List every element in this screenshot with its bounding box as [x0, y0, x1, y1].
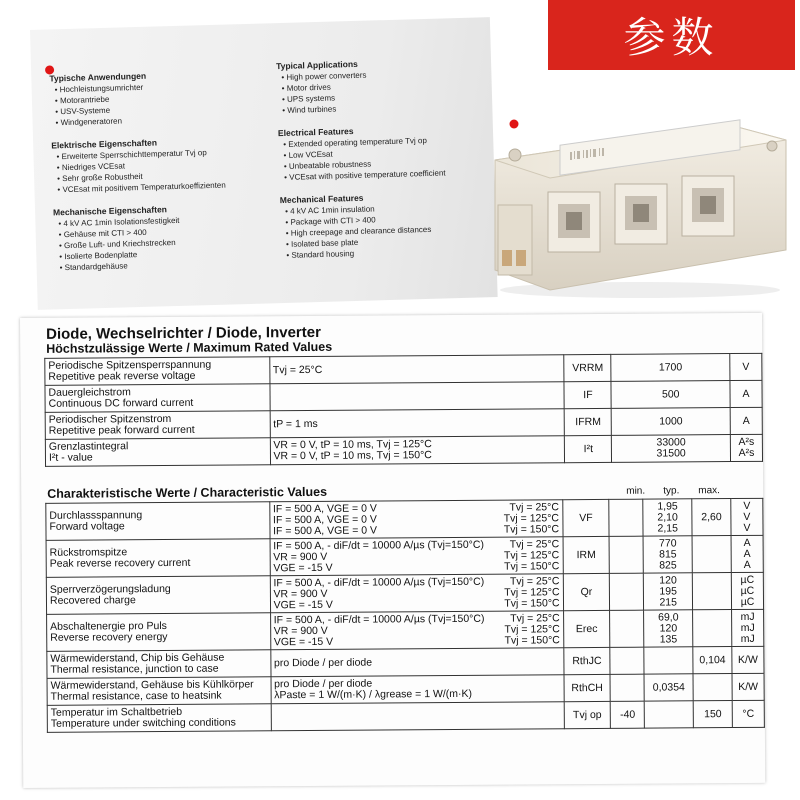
- max-rated-table: [44, 353, 763, 467]
- unit-line: K/W: [737, 653, 758, 666]
- value-max: [693, 647, 732, 674]
- feature-heading: Typical Applications: [275, 58, 358, 72]
- feature-item: • Sehr große Robustheit: [57, 171, 143, 184]
- char-table-row: [47, 700, 764, 732]
- symbol: Tvj op: [564, 701, 611, 728]
- param-name-en: Temperature under switching conditions: [50, 716, 236, 730]
- feature-item: • USV-Systeme: [55, 105, 111, 117]
- feature-heading: Elektrische Eigenschaften: [51, 137, 158, 151]
- unit-line: V: [743, 499, 751, 512]
- feature-item: • Isolated base plate: [285, 237, 359, 249]
- conditions: [269, 382, 564, 411]
- value-line: 135: [659, 632, 678, 646]
- condition-temp: Tvj = 150°C: [503, 522, 560, 536]
- condition-temp: Tvj = 125°C: [504, 585, 560, 599]
- param-name-en: Recovered charge: [49, 594, 136, 607]
- datasheet-panel: [20, 313, 765, 788]
- unit-line: A: [743, 536, 751, 549]
- header-typ: typ.: [663, 485, 680, 497]
- condition-line: [274, 656, 560, 669]
- value-line: 69,0: [658, 610, 679, 624]
- conditions: [270, 537, 563, 576]
- unit-line: A: [743, 558, 751, 571]
- param-name-en: I²t - value: [48, 451, 93, 464]
- param-name: [46, 502, 270, 541]
- value-line: 2,10: [657, 510, 678, 524]
- value-line: 33000: [656, 436, 686, 449]
- value-line: 195: [659, 584, 677, 598]
- unit: [730, 380, 762, 407]
- param-name: [45, 357, 270, 386]
- param-name: [45, 411, 270, 440]
- feature-item: • Motorantriebe: [54, 94, 110, 106]
- conditions: [271, 675, 564, 704]
- param-name-en: Reverse recovery energy: [50, 630, 168, 644]
- value-max: [693, 610, 732, 647]
- feature-item: • Windgeneratoren: [55, 116, 123, 128]
- value: [612, 435, 731, 463]
- feature-item: • Erweiterte Sperrschichttemperatur Tvj op: [56, 148, 207, 162]
- condition-line: Tvj = 25°C: [272, 363, 323, 376]
- condition-text: VGE = -15 V: [273, 635, 334, 648]
- unit-line: A: [743, 547, 751, 560]
- param-name-de: Dauergleichstrom: [48, 386, 131, 399]
- unit-line: V: [743, 510, 751, 523]
- condition-text: λPaste = 1 W/(m·K) / λgrease = 1 W/(m·K): [274, 687, 473, 702]
- condition-temp: Tvj = 125°C: [504, 622, 560, 636]
- condition-text: VGE = -15 V: [273, 561, 333, 574]
- value-min: [609, 536, 643, 573]
- condition-temp: Tvj = 25°C: [509, 500, 559, 514]
- conditions: [270, 409, 565, 438]
- condition-text: IF = 500 A, - diF/dt = 10000 A/µs (Tvj=150°C): [273, 575, 485, 589]
- conditions: [270, 648, 563, 677]
- value-typ: [644, 701, 693, 728]
- symbol: IF: [564, 381, 611, 408]
- param-name-en: Repetitive peak forward current: [48, 423, 195, 437]
- symbol: IRM: [563, 536, 610, 573]
- param-name-de: Wärmewiderstand, Gehäuse bis Kühlkörper: [50, 678, 254, 692]
- param-name-de: Rückstromspitze: [49, 546, 128, 559]
- unit-line: V: [743, 521, 751, 534]
- param-name-en: Repetitive peak reverse voltage: [48, 369, 196, 383]
- param-name: [46, 539, 270, 578]
- unit: [732, 700, 764, 727]
- max-rated-title: Höchstzulässige Werte / Maximum Rated Values: [46, 339, 333, 356]
- feature-heading: Mechanische Eigenschaften: [52, 204, 168, 218]
- param-name-en: Continuous DC forward current: [48, 396, 194, 410]
- condition-text: IF = 500 A, - diF/dt = 10000 A/µs (Tvj=150°C): [273, 612, 485, 626]
- param-name-en: Thermal resistance, junction to case: [50, 662, 219, 676]
- value-min: [611, 701, 645, 728]
- value-max: [692, 573, 731, 610]
- unit-line: µC: [740, 595, 755, 608]
- value-max: [693, 674, 732, 701]
- condition-text: VR = 900 V: [273, 624, 328, 637]
- feature-item: • VCEsat with positive temperature coefficient: [284, 168, 446, 182]
- unit: [732, 673, 764, 700]
- feature-item: • Package with CTI > 400: [285, 215, 376, 227]
- condition-line: tP = 1 ms: [273, 417, 318, 430]
- conditions: [270, 611, 563, 650]
- condition-temp: Tvj = 25°C: [510, 611, 560, 625]
- unit: [730, 407, 762, 434]
- symbol: IFRM: [565, 408, 612, 435]
- header-max: max.: [698, 485, 720, 497]
- value-line: 0,0354: [652, 680, 685, 694]
- param-name-de: Wärmewiderstand, Chip bis Gehäuse: [50, 651, 225, 665]
- unit-line: K/W: [738, 680, 759, 693]
- unit-line: V: [742, 360, 750, 373]
- value-line: 815: [659, 547, 677, 561]
- feature-item: • Motor drives: [281, 82, 331, 93]
- value-line: -40: [620, 708, 636, 721]
- value-line: 2,15: [657, 521, 678, 535]
- feature-item: • Niedriges VCEsat: [56, 161, 126, 173]
- char-table-row: [46, 535, 763, 577]
- value-min: [610, 674, 644, 701]
- condition-line: [273, 561, 559, 574]
- conditions: [270, 574, 563, 613]
- value-line: 1,95: [657, 499, 678, 513]
- unit-line: µC: [740, 584, 755, 597]
- condition-text: IF = 500 A, VGE = 0 V: [272, 513, 377, 526]
- conditions: [271, 702, 564, 731]
- param-name-de: Durchlassspannung: [49, 509, 143, 522]
- condition-text: IF = 500 A, - diF/dt = 10000 A/µs (Tvj=150°C): [273, 538, 484, 552]
- feature-item: • Isolierte Bodenplatte: [59, 250, 138, 262]
- value-min: [609, 499, 643, 536]
- feature-item: • Extended operating temperature Tvj op: [283, 135, 428, 149]
- char-table-row: [46, 498, 763, 540]
- value-line: 770: [658, 536, 677, 550]
- value-line: 2,60: [701, 510, 722, 523]
- unit-line: A: [742, 414, 750, 427]
- condition-temp: Tvj = 150°C: [504, 633, 560, 647]
- symbol: Qr: [563, 573, 610, 610]
- symbol: RthJC: [563, 647, 610, 674]
- condition-text: IF = 500 A, VGE = 0 V: [272, 502, 377, 515]
- value-line: 0,104: [699, 653, 726, 666]
- unit-line: °C: [742, 707, 755, 720]
- value-typ: [643, 499, 692, 536]
- feature-item: • Große Luft- und Kriechstrecken: [58, 238, 176, 251]
- conditions: [269, 500, 562, 539]
- value-line: 825: [659, 558, 677, 572]
- feature-sheet: [30, 17, 498, 310]
- condition-text: VR = 900 V: [273, 550, 328, 563]
- condition-line: [274, 598, 560, 611]
- param-name-de: Grenzlastintegral: [48, 440, 129, 453]
- unit: [731, 498, 763, 535]
- value: [611, 381, 730, 409]
- condition-temp: Tvj = 150°C: [504, 596, 560, 610]
- condition-text: VR = 900 V: [273, 587, 328, 600]
- condition-line: [274, 688, 560, 701]
- feature-heading: Typische Anwendungen: [49, 70, 147, 84]
- title-badge: [548, 0, 795, 70]
- param-name: [47, 704, 271, 733]
- feature-item: • Gehäuse mit CTI > 400: [58, 227, 147, 240]
- feature-item: • Standardgehäuse: [59, 261, 128, 273]
- symbol: I²t: [565, 435, 612, 462]
- char-values-title: Charakteristische Werte / Characteristic Values: [47, 484, 328, 501]
- param-name-de: Periodische Spitzensperrspannung: [48, 358, 212, 372]
- unit: [730, 353, 762, 380]
- param-name-de: Abschaltenergie pro Puls: [50, 619, 167, 633]
- unit-line: mJ: [740, 632, 755, 645]
- condition-text: VGE = -15 V: [273, 598, 333, 611]
- value-line: 1000: [659, 414, 683, 428]
- param-name-en: Thermal resistance, case to heatsink: [50, 689, 222, 703]
- param-name: [45, 438, 270, 467]
- param-name-de: Temperatur im Schaltbetrieb: [50, 705, 183, 719]
- unit: [730, 434, 762, 461]
- condition-temp: Tvj = 125°C: [503, 548, 560, 562]
- unit-line: mJ: [740, 621, 755, 634]
- condition-temp: Tvj = 125°C: [503, 511, 560, 525]
- unit: [732, 609, 764, 646]
- condition-line: VR = 0 V, tP = 10 ms, Tvj = 150°C: [273, 449, 432, 463]
- feature-item: • VCEsat mit positivem Temperaturkoeffizienten: [57, 180, 226, 195]
- value-line: 120: [659, 573, 677, 587]
- value-typ: [644, 674, 693, 701]
- condition-temp: Tvj = 150°C: [504, 559, 560, 573]
- max-table-row: [45, 434, 762, 466]
- value-line: 150: [704, 707, 722, 720]
- value-line: 500: [661, 387, 680, 401]
- param-name-en: Peak reverse recovery current: [49, 556, 191, 570]
- symbol: Erec: [563, 610, 610, 647]
- header-min: min.: [626, 485, 646, 497]
- symbol: VRRM: [564, 354, 611, 381]
- terminal-2: [615, 184, 667, 244]
- condition-line: [273, 524, 559, 537]
- param-name: [46, 576, 270, 615]
- feature-item: • 4 kV AC 1min Isolationsfestigkeit: [58, 215, 180, 229]
- condition-text: pro Diode / per diode: [274, 677, 373, 691]
- value-min: [610, 647, 644, 674]
- module-illustration: [490, 100, 790, 300]
- value-line: 1700: [658, 360, 683, 374]
- feature-item: • Unbeatable robustness: [283, 159, 372, 171]
- value-max: [692, 536, 731, 573]
- terminal-1: [548, 192, 600, 252]
- value: [612, 408, 731, 436]
- value-line: 31500: [656, 447, 686, 460]
- characteristic-table: [45, 498, 765, 733]
- char-table-row: [46, 572, 763, 614]
- condition-temp: Tvj = 25°C: [509, 574, 560, 588]
- param-name: [47, 650, 271, 679]
- condition-temp: Tvj = 25°C: [509, 537, 560, 551]
- symbol: RthCH: [564, 674, 611, 701]
- feature-heading: Electrical Features: [277, 126, 354, 139]
- feature-item: • Standard housing: [286, 249, 355, 260]
- unit-line: µC: [740, 573, 755, 586]
- feature-heading: Mechanical Features: [279, 192, 364, 206]
- value-line: 120: [659, 621, 678, 635]
- symbol: VF: [562, 499, 609, 536]
- badge-text: 参数: [623, 13, 720, 62]
- param-name-en: Forward voltage: [49, 520, 125, 533]
- condition-line: [274, 635, 560, 648]
- condition-text: IF = 500 A, VGE = 0 V: [273, 524, 378, 537]
- value-line: 215: [659, 595, 678, 609]
- char-table-row: [47, 609, 764, 651]
- condition-line: [274, 715, 560, 717]
- value-min: [610, 573, 644, 610]
- param-name-de: Periodischer Spitzenstrom: [48, 412, 172, 426]
- feature-item: • High creepage and clearance distances: [285, 224, 432, 238]
- unit-line: A²s: [738, 435, 755, 448]
- condition-line: [273, 395, 561, 397]
- param-name: [47, 613, 271, 652]
- param-name: [45, 384, 270, 413]
- unit: [731, 572, 763, 609]
- unit: [732, 646, 764, 673]
- param-name-de: Sperrverzögerungsladung: [49, 582, 171, 596]
- unit-line: mJ: [740, 610, 755, 623]
- feature-item: • Hochleistungsumrichter: [54, 82, 144, 95]
- terminal-3: [682, 176, 734, 236]
- igbt-module-photo: [490, 100, 790, 300]
- value-max: [692, 499, 731, 536]
- feature-item: • 4 kV AC 1min insulation: [285, 204, 375, 216]
- conditions: [270, 436, 565, 465]
- condition-line: VR = 0 V, tP = 10 ms, Tvj = 125°C: [273, 438, 432, 452]
- unit-line: A: [742, 387, 750, 400]
- param-name: [47, 677, 271, 706]
- value-min: [610, 610, 644, 647]
- unit: [731, 535, 763, 572]
- value-typ: [644, 647, 693, 674]
- feature-item: • Low VCEsat: [283, 149, 333, 160]
- unit-line: A²s: [738, 446, 755, 459]
- value: [611, 354, 730, 382]
- section-title: Diode, Wechselrichter / Diode, Inverter: [46, 323, 321, 343]
- value-max: [693, 701, 732, 728]
- conditions: [269, 355, 564, 384]
- feature-item: • Wind turbines: [282, 104, 337, 115]
- feature-item: • UPS systems: [281, 93, 336, 104]
- value-typ: [644, 573, 693, 610]
- features-german-column: [49, 67, 270, 273]
- condition-text: pro Diode / per diode: [273, 656, 373, 669]
- value-typ: [644, 610, 693, 647]
- features-english-column: [276, 55, 497, 261]
- feature-item: • High power converters: [281, 70, 367, 82]
- value-typ: [643, 536, 692, 573]
